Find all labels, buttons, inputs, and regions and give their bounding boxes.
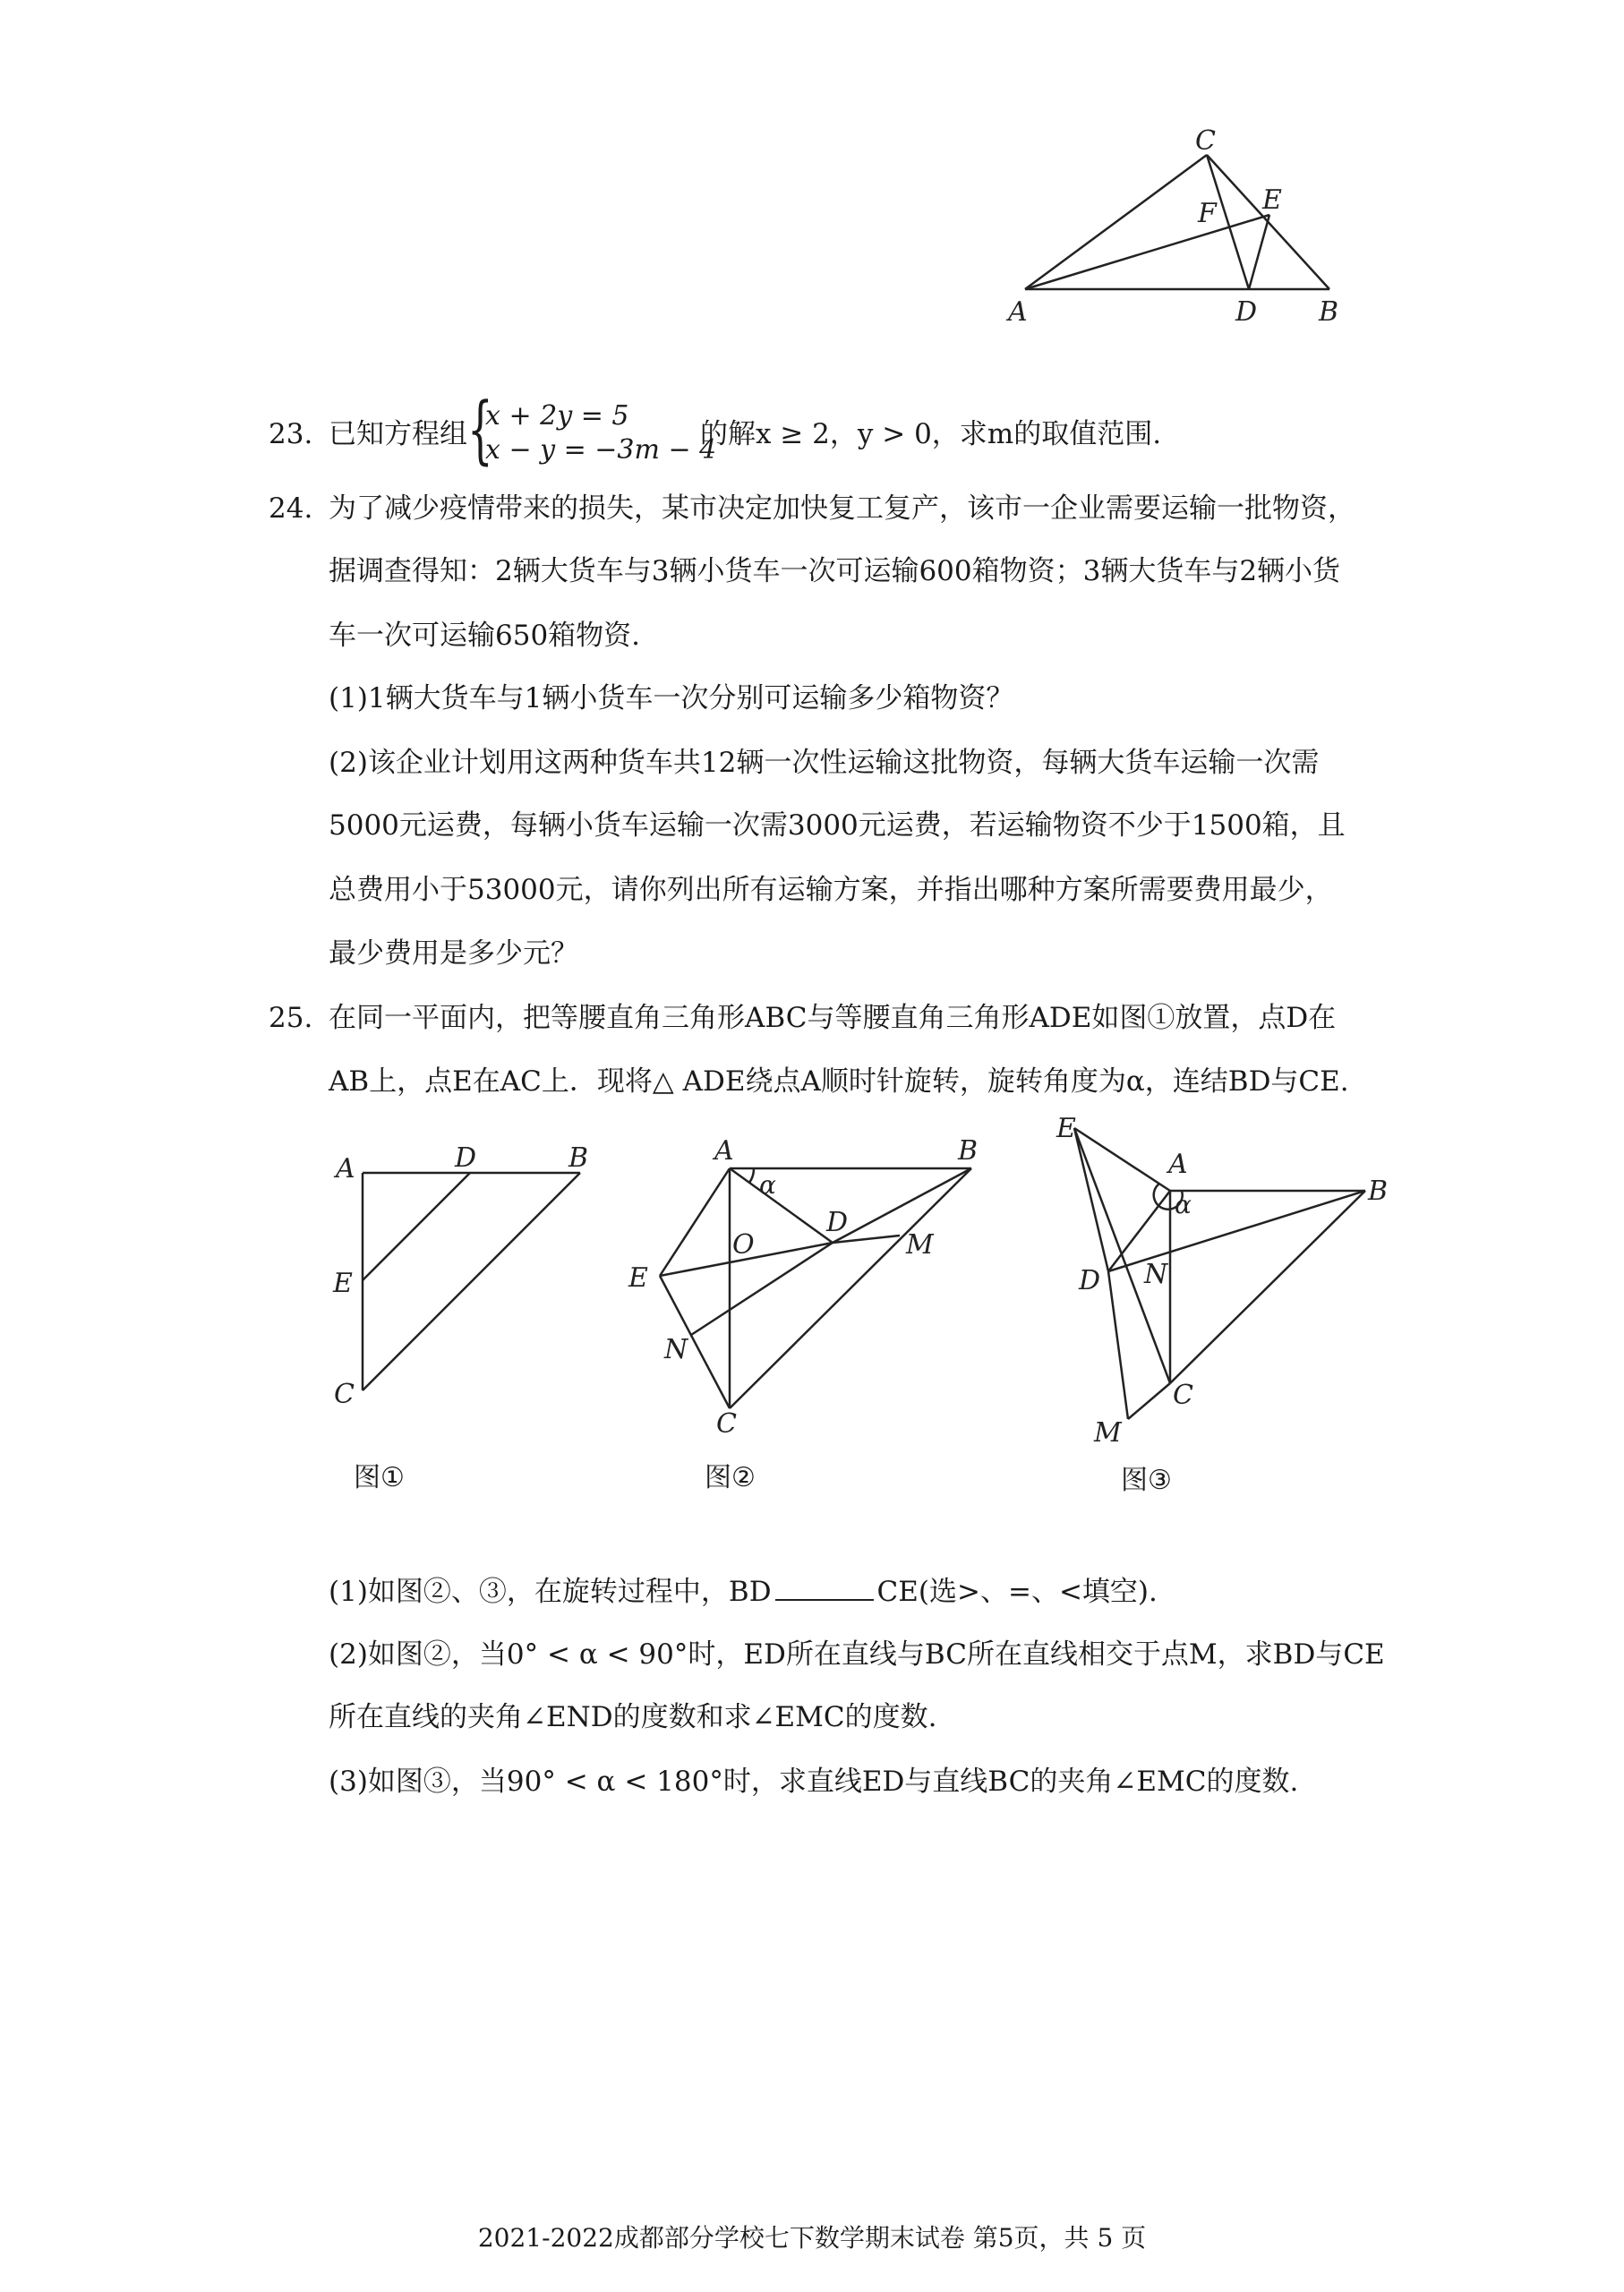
fig3-label-B: B bbox=[1368, 1176, 1389, 1207]
fig2-label-B: B bbox=[958, 1135, 979, 1167]
page-footer: 2021-2022成都部分学校七下数学期末试卷 第5页，共 5 页 bbox=[477, 2223, 1147, 2253]
q25-part-1-suffix: CE(选>、=、<填空). bbox=[876, 1576, 1158, 1608]
q25-figure-3 bbox=[1047, 1110, 1406, 1450]
fig2-label-D: D bbox=[826, 1207, 849, 1238]
q24-part-2-line-3: 总费用小于53000元，请你列出所有运输方案，并指出哪种方案所需要费用最少， bbox=[329, 874, 1333, 906]
fig2-label-C: C bbox=[716, 1408, 737, 1437]
q25-figure-1 bbox=[322, 1133, 609, 1419]
q24-part-2-line-4: 最少费用是多少元？ bbox=[329, 937, 578, 970]
fig1-label-B: B bbox=[568, 1142, 589, 1174]
q25-line-2: AB上，点E在AC上．现将△ ADE绕点A顺时针旋转，旋转角度为α，连结BD与CE. bbox=[329, 1065, 1349, 1098]
fig2-label-E: E bbox=[628, 1262, 648, 1294]
top-label-C: C bbox=[1195, 125, 1216, 157]
q23-prefix: 已知方程组 bbox=[329, 418, 467, 450]
q23-brace: { bbox=[467, 388, 493, 473]
q24-line-1: 为了减少疫情带来的损失，某市决定加快复工复产，该市一企业需要运输一批物资， bbox=[329, 492, 1355, 525]
fig3-label-N: N bbox=[1144, 1259, 1168, 1290]
q25-part-3: (3)如图③，当90° < α < 180°时，求直线ED与直线BC的夹角∠EMC的度数. bbox=[329, 1766, 1299, 1798]
q25-part-1-blank[interactable] bbox=[775, 1578, 874, 1601]
q25-number: 25. bbox=[269, 1002, 313, 1034]
fig3-label-A: A bbox=[1168, 1149, 1188, 1180]
fig2-caption: 图② bbox=[705, 1462, 756, 1493]
fig3-label-E: E bbox=[1056, 1113, 1076, 1144]
q24-part-1: (1)1辆大货车与1辆小货车一次分别可运输多少箱物资？ bbox=[329, 682, 1014, 714]
fig3-label-M: M bbox=[1094, 1417, 1122, 1449]
fig1-label-C: C bbox=[334, 1379, 355, 1410]
top-label-E: E bbox=[1262, 184, 1282, 216]
fig2-label-alpha: α bbox=[759, 1170, 776, 1200]
top-label-A: A bbox=[1008, 296, 1028, 328]
fig1-caption: 图① bbox=[354, 1462, 405, 1493]
q23-equation-2: x − y = −3m − 4 bbox=[485, 434, 717, 466]
q24-part-2-line-2: 5000元运费，每辆小货车运输一次需3000元运费，若运输物资不少于1500箱，且 bbox=[329, 809, 1346, 842]
q24-number: 24. bbox=[269, 492, 313, 525]
fig1-label-A: A bbox=[336, 1153, 355, 1184]
q24-line-2: 据调查得知：2辆大货车与3辆小货车一次可运输600箱物资；3辆大货车与2辆小货 bbox=[329, 555, 1341, 587]
fig1-label-E: E bbox=[333, 1268, 353, 1299]
q25-part-2-line-1: (2)如图②，当0° < α < 90°时，ED所在直线与BC所在直线相交于点M，求BD与CE bbox=[329, 1638, 1385, 1671]
q23-equation-1: x + 2y = 5 bbox=[485, 400, 629, 432]
fig2-label-M: M bbox=[906, 1229, 934, 1261]
q23-number: 23. bbox=[269, 418, 313, 450]
q25-part-2-line-2: 所在直线的夹角∠END的度数和求∠EMC的度数. bbox=[329, 1701, 937, 1733]
top-label-D: D bbox=[1235, 296, 1258, 328]
top-triangle-figure bbox=[994, 116, 1370, 331]
top-label-B: B bbox=[1319, 296, 1339, 328]
q25-line-1: 在同一平面内，把等腰直角三角形ABC与等腰直角三角形ADE如图①放置，点D在 bbox=[329, 1002, 1337, 1034]
fig3-caption: 图③ bbox=[1121, 1465, 1172, 1496]
fig3-label-alpha: α bbox=[1175, 1190, 1192, 1219]
fig2-label-O: O bbox=[732, 1229, 755, 1261]
q25-part-1 bbox=[329, 1574, 1158, 1610]
q24-part-2-line-1: (2)该企业计划用这两种货车共12辆一次性运输这批物资，每辆大货车运输一次需 bbox=[329, 747, 1320, 779]
q24-line-3: 车一次可运输650箱物资. bbox=[329, 620, 641, 652]
fig3-label-C: C bbox=[1173, 1380, 1193, 1411]
fig2-label-A: A bbox=[714, 1135, 734, 1167]
top-label-F: F bbox=[1198, 198, 1217, 229]
fig3-label-D: D bbox=[1079, 1265, 1101, 1296]
q25-part-1-prefix: (1)如图②、③，在旋转过程中，BD bbox=[329, 1576, 772, 1608]
fig1-label-D: D bbox=[455, 1142, 477, 1174]
q23-suffix: 的解x ≥ 2，y > 0，求m的取值范围. bbox=[700, 418, 1162, 450]
fig2-label-N: N bbox=[664, 1334, 688, 1365]
q25-figure-2 bbox=[618, 1124, 1003, 1437]
